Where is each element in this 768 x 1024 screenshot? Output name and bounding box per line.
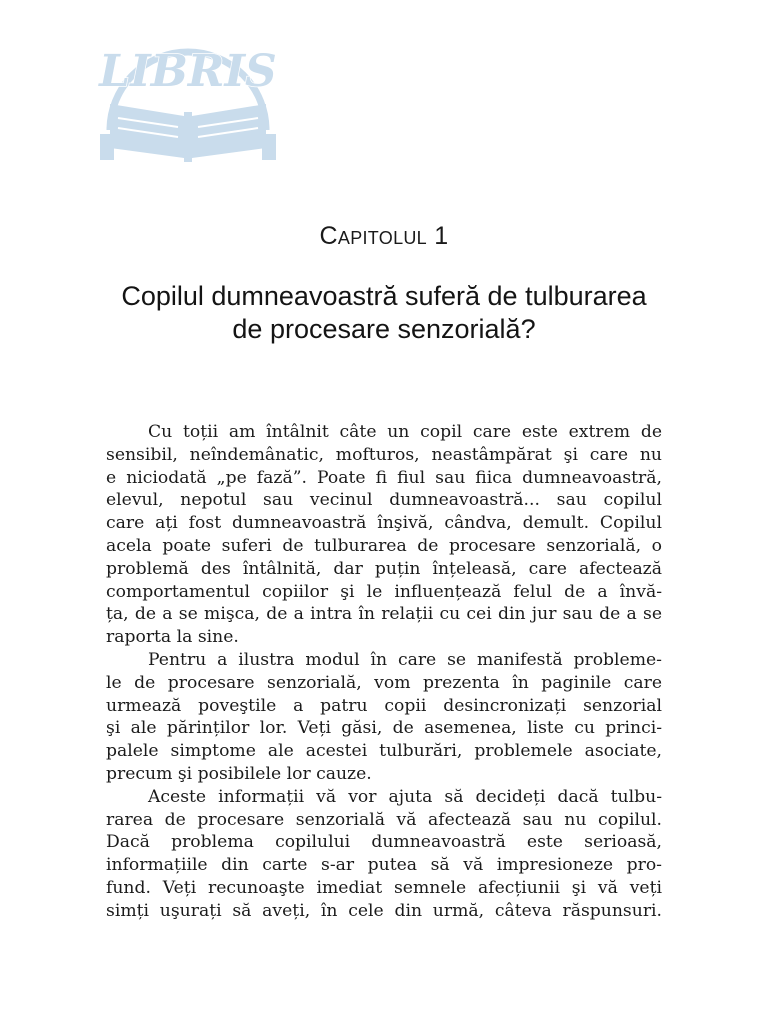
paragraph	[106, 786, 662, 923]
text-line: ța, de a se mişca, de a intra în relații cu cei din jur sau de a se	[106, 604, 662, 625]
text-line: Cu toții am întâlnit câte un copil care este extrem de	[148, 422, 662, 442]
text-line: precum şi posibilele lor cauze.	[106, 763, 372, 784]
text-line: rarea de procesare senzorială vă afectează sau nu copilul.	[106, 809, 662, 830]
text-line: urmează poveştile a patru copii desincronizați senzorial	[106, 695, 662, 716]
text-line: care ați fost dumneavoastră înşivă, cândva, demult. Copilul	[106, 513, 662, 534]
chapter-title-line: Copilul dumneavoastră suferă de tulburarea	[121, 281, 647, 311]
text-line: acela poate suferi de tulburarea de procesare senzorială, o	[106, 535, 662, 556]
chapter-label: Capitolul 1	[319, 222, 449, 250]
text-line: problemă des întâlnită, dar puțin înțeleasă, care afectează	[106, 558, 662, 579]
paragraph	[106, 649, 662, 786]
body-text	[106, 421, 662, 923]
text-line: simți uşurați să aveți, în cele din urmă, câteva răspunsuri.	[106, 900, 662, 921]
text-line: şi ale părinților lor. Veți găsi, de asemenea, liste cu princi-	[106, 718, 662, 739]
text-line: elevul, nepotul sau vecinul dumneavoastră... sau copilul	[106, 490, 662, 511]
paragraph	[106, 421, 662, 649]
text-line: raporta la sine.	[106, 627, 239, 648]
text-line: fund. Veți recunoaşte imediat semnele afecțiunii şi vă veți	[106, 877, 662, 898]
text-line: palele simptome ale acestei tulburări, problemele asociate,	[106, 741, 662, 762]
chapter-title-line: de procesare senzorială?	[232, 314, 536, 344]
text-line: sensibil, neîndemânatic, mofturos, neastâmpărat şi care nu	[106, 444, 662, 465]
libris-watermark-logo	[96, 8, 280, 168]
text-line: comportamentul copiilor şi le influențează felul de a învă-	[106, 581, 662, 602]
text-line: informațiile din carte s-ar putea să vă impresioneze pro-	[106, 855, 662, 876]
text-line: Aceste informații vă vor ajuta să decideți dacă tulbu-	[148, 786, 662, 807]
svg-text:LIBRIS: LIBRIS	[99, 46, 277, 97]
text-line: le de procesare senzorială, vom prezenta în paginile care	[106, 672, 662, 693]
text-line: Dacă problema copilului dumneavoastră este serioasă,	[106, 832, 662, 853]
text-line: Pentru a ilustra modul în care se manifestă probleme-	[148, 649, 662, 670]
text-line: e niciodată „pe fază”. Poate fi fiul sau fiica dumneavoastră,	[106, 467, 662, 488]
chapter-title	[60, 280, 708, 346]
